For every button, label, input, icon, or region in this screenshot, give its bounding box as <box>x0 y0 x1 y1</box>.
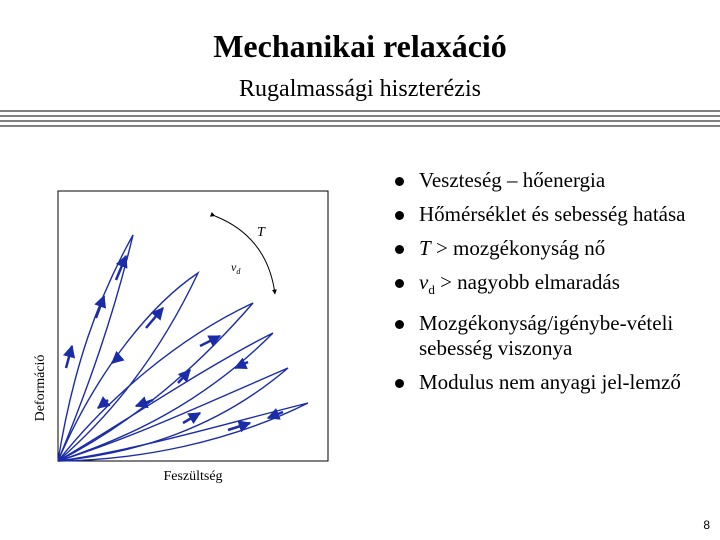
bullet-list <box>395 168 695 404</box>
bullet-text: > nagyobb elmaradás <box>434 270 620 294</box>
bullet-text: d <box>428 282 435 298</box>
page-number: 8 <box>703 518 710 532</box>
plot-frame <box>58 191 328 461</box>
bullet-dot-icon <box>395 279 404 288</box>
bullet-dot-icon <box>395 245 404 254</box>
bullet-text: Hőmérséklet és sebesség hatása <box>419 202 686 226</box>
bullet-dot-icon <box>395 177 404 186</box>
bullet-text: Veszteség – hőenergia <box>419 168 606 192</box>
bullet-item <box>395 168 695 193</box>
bullet-item <box>395 202 695 227</box>
bullet-dot-icon <box>395 379 404 388</box>
bullet-item <box>395 270 695 302</box>
bullet-text: > mozgékonyság nő <box>430 236 606 260</box>
arrow-label-vd: $v_d$ <box>231 260 241 276</box>
bullet-dot-icon <box>395 211 404 220</box>
bullet-item <box>395 236 695 261</box>
x-axis-label: Feszültség <box>163 469 223 484</box>
bullet-item <box>395 311 695 361</box>
bullet-text: Mozgékonyság/igénybe-vételi sebesség viszonya <box>419 311 674 361</box>
bullet-text: v <box>419 270 429 294</box>
page-title: Mechanikai relaxáció <box>213 28 507 64</box>
bullet-item <box>395 370 695 395</box>
arrow-label-T: T <box>257 225 265 240</box>
header-rule-lines <box>0 108 720 132</box>
y-axis-label: Deformáció <box>33 354 48 422</box>
loop-direction-arrows <box>66 256 283 430</box>
bullet-dot-icon <box>395 320 404 329</box>
bullet-text: Modulus nem anyagi jel-lemző <box>419 370 681 395</box>
loop-3 <box>58 303 253 461</box>
parameter-arrow <box>215 216 275 294</box>
loop-5 <box>58 368 288 461</box>
hysteresis-figure <box>28 168 348 498</box>
bullet-text: T <box>419 236 431 260</box>
page-subtitle: Rugalmassági hiszterézis <box>239 76 481 102</box>
hysteresis-loops <box>58 235 308 461</box>
